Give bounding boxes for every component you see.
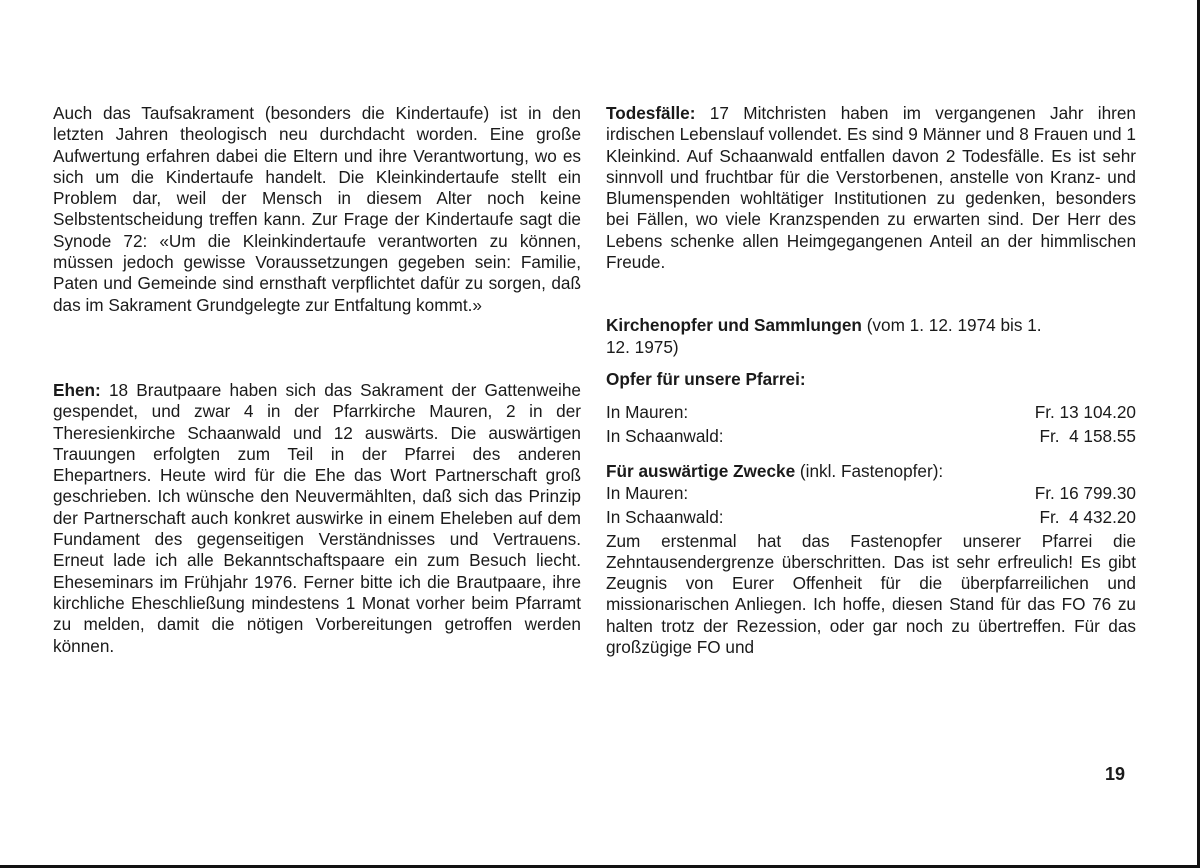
table-row <box>606 402 1136 426</box>
ehen-text: 18 Brautpaare haben sich das Sakrament der Gattenweihe gespendet, und zwar 4 in der Pfarrkirche Mauren, 2 in der Theresienkirche Schaanwald und 12 auswärts. Die auswärtigen Trauungen erfolgten zum Teil in der Pfarrei des anderen Ehepartners. Heute wird für die Ehe das Wort Partnerschaft groß geschrieben. Ich wünsche den Neuvermählten, daß sich das Prinzip der Partnerschaft auch konkret auswirke in einem Eheleben auf dem Fundament des gegenseitigen Verständnisses und Vertrauens. Erneut lade ich alle Bekanntschaftspaare ein zum Besuch liecht. Eheseminars im Frühjahr 1976. Ferner bitte ich die Brautpaare, ihre kirchliche Eheschließung mindestens 1 Monat vorher beim Pfarramt zu melden, damit die nötigen Vorbereitungen getroffen werden können. <box>53 379 581 656</box>
todesfaelle-label: Todesfälle: <box>606 103 696 123</box>
kirchenopfer-title: Kirchenopfer und Sammlungen <box>606 315 862 336</box>
auswaertig-note: (inkl. Fastenopfer): <box>795 461 944 482</box>
row-amount: Fr. 13 104.20 <box>1034 402 1136 423</box>
row-place: In Schaanwald: <box>606 506 724 527</box>
auswaertig-title: Für auswärtige Zwecke <box>606 461 796 482</box>
table-row <box>606 426 1136 450</box>
ehen-label: Ehen: <box>53 379 101 400</box>
todesfaelle-text: 17 Mitchristen haben im vergangenen Jahr ihren irdischen Lebenslauf vollendet. Es sind 9 Männer und 8 Frauen und 1 Kleinkind. Auf Schaanwald entfallen davon 2 Todesfälle. Es ist sehr sinnvoll und fruchtbar für die Verstorbenen, anstelle von Kranz- und Blumenspenden wohltätiger Institutionen zu gedenken, besonders bei Fällen, wo viele Kranzspenden zu erwarten sind. Der Herr des Lebens schenke allen Heimgegangenen Anteil an der himmlischen Freude. <box>606 103 1136 273</box>
closing-paragraph: Zum erstenmal hat das Fastenopfer unserer Pfarrei die Zehntausendergrenze überschritten. Das ist sehr erfreulich! Es gibt Zeugnis von Eurer Offenheit für die überpfarreilichen und missionarischen Anliegen. Ich hoffe, diesen Stand für das FO 76 zu halten trotz der Rezession, oder gar noch zu übertreffen. Für das großzügige FO und <box>606 530 1136 658</box>
row-amount: Fr. 16 799.30 <box>1034 482 1136 503</box>
left-column <box>53 103 581 657</box>
row-amount: Fr. 4 432.20 <box>1039 506 1136 527</box>
table-row <box>606 507 1136 531</box>
ehen-paragraph <box>53 380 581 657</box>
row-place: In Schaanwald: <box>606 426 724 447</box>
table-row <box>606 483 1136 507</box>
auswaertig-table <box>606 483 1136 531</box>
kirchenopfer-period: (vom 1. 12. 1974 bis 1. 12. 1975) <box>606 315 1042 357</box>
taufe-paragraph: Auch das Taufsakrament (besonders die Kindertaufe) ist in den letzten Jahren theologisch neu durchdacht worden. Eine große Aufwertung erfahren dabei die Eltern und ihre Verantwortung, wo es sich um die Kindertaufe handelt. Die Kleinkindertaufe stellt ein Problem dar, weil der Mensch in diesem Alter noch keine Selbstentscheidung treffen kann. Zur Frage der Kindertaufe sagt die Synode 72: «Um die Kleinkindertaufe verantworten zu können, müssen jedoch gewisse Voraussetzungen gegeben sein: Familie, Paten und Gemeinde sind ernsthaft verpflichtet dafür zu sorgen, daß das im Sakrament Grundgelegte zur Entfaltung kommt.» <box>53 103 581 315</box>
row-place: In Mauren: <box>606 402 689 423</box>
row-place: In Mauren: <box>606 482 689 503</box>
todesfaelle-paragraph <box>606 103 1136 273</box>
auswaertig-heading <box>606 461 1136 482</box>
pfarrei-table <box>606 402 1136 450</box>
page-number: 19 <box>1105 764 1126 784</box>
pfarrei-heading: Opfer für unsere Pfarrei: <box>606 368 806 389</box>
row-amount: Fr. 4 158.55 <box>1039 426 1136 447</box>
right-column <box>606 103 1136 658</box>
kirchenopfer-heading <box>606 315 1066 358</box>
